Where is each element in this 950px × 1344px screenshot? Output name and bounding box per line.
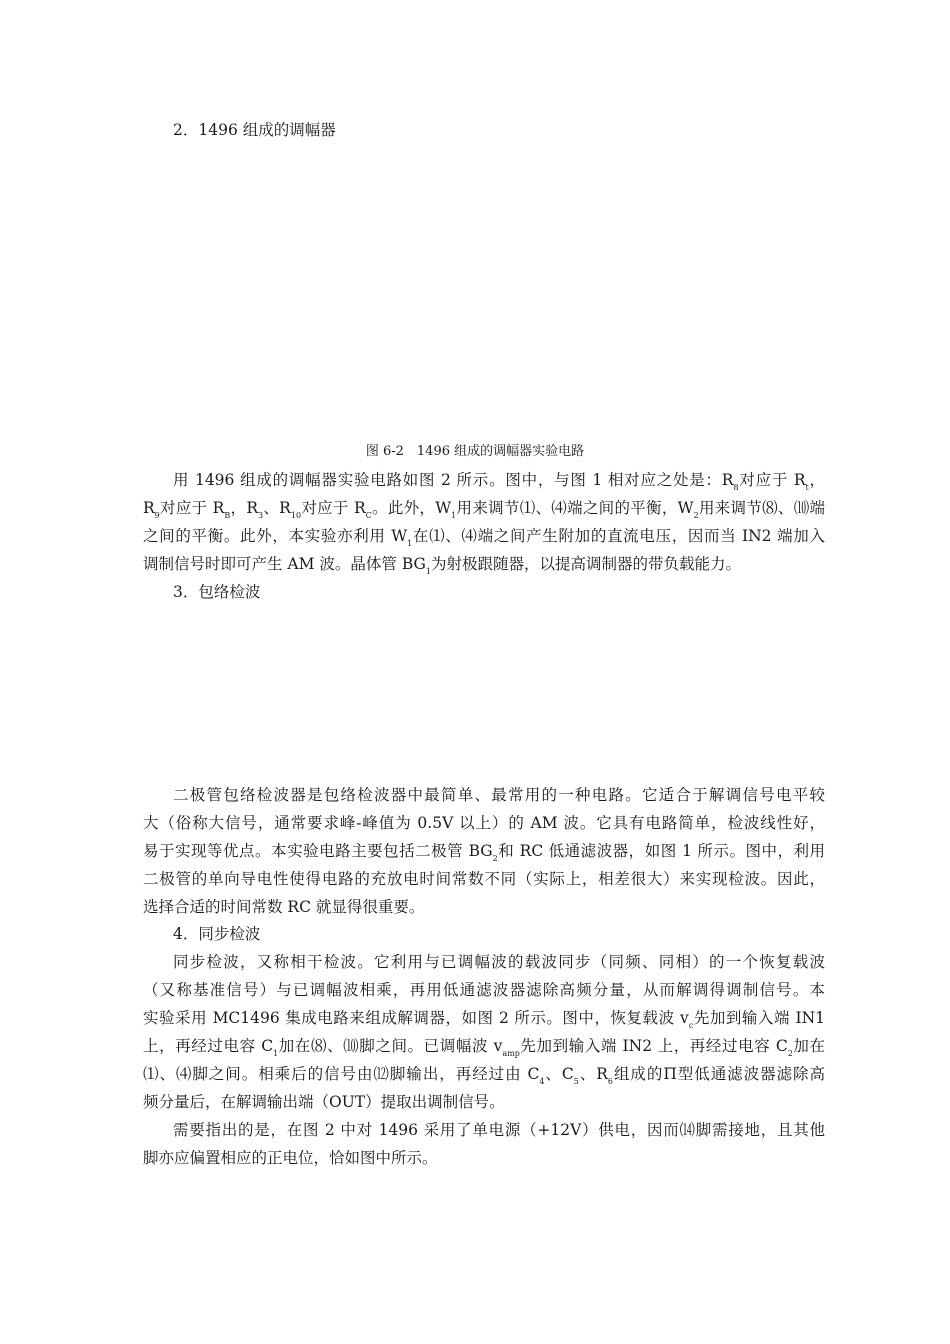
figure-envelope-detector-area: [143, 612, 825, 772]
section-heading-2: 2．1496 组成的调幅器: [173, 121, 336, 139]
figure-caption: 图 6-2 1496 组成的调幅器实验电路: [365, 444, 585, 459]
para2-line1: 二极管包络检波器是包络检波器中最简单、最常用的一种电路。它适合于解调信号电平较: [173, 786, 825, 804]
para2-line5: 选择合适的时间常数 RC 就显得很重要。: [143, 898, 425, 916]
para1-line4: 调制信号时即可产生 AM 波。晶体管 $BG_1$为射极跟随器，以提高调制器的带负载能力。: [143, 555, 742, 576]
para1-line1: 用 1496 组成的调幅器实验电路如图 2 所示。图中，与图 1 相对应之处是：$R_8$对应于 $R_t$，: [173, 471, 825, 492]
para4-line2: 脚亦应偏置相应的正电位，恰如图中所示。: [143, 1149, 438, 1167]
figure-6-2-circuit-area: [143, 150, 825, 435]
para2-line3: 易于实现等优点。本实验电路主要包括二极管 $BG_2$和 RC 低通滤波器，如图 1 所示。图中，利用: [143, 842, 825, 863]
para4-line1: 需要指出的是，在图 2 中对 1496 采用了单电源（+12V）供电，因而⒁脚需接地，且其他: [173, 1121, 825, 1139]
para1-line2: $R_9$对应于 $R_B$，$R_3$、$R_{10}$对应于 $R_C$。此外，$W_1$用来调节⑴、⑷端之间的平衡，$W_2$用来调节⑻、⑽端: [143, 499, 825, 520]
para3-line1: 同步检波，又称相干检波。它利用与已调幅波的载波同步（同频、同相）的一个恢复载波: [173, 953, 825, 971]
section-heading-4: 4．同步检波: [173, 925, 261, 943]
para3-line5: ⑴、⑷脚之间。相乘后的信号由⑿脚输出，再经过由 $C_4$、$C_5$、$R_6$组成的Π型低通滤波器滤除高: [143, 1065, 825, 1086]
para3-line3: 实验采用 MC1496 集成电路来组成解调器，如图 2 所示。图中，恢复载波 $v_c$先加到输入端 IN1: [143, 1009, 825, 1030]
para3-line6: 频分量后，在解调输出端（OUT）提取出调制信号。: [143, 1093, 505, 1111]
para1-line3: 之间的平衡。此外，本实验亦利用 $W_1$在⑴、⑷端之间产生附加的直流电压，因而当 IN2 端加入: [143, 527, 825, 548]
section-heading-3: 3．包络检波: [173, 583, 261, 601]
para2-line4: 二极管的单向导电性使得电路的充放电时间常数不同（实际上，相差很大）来实现检波。因此，: [143, 870, 825, 888]
para3-line2: （又称基准信号）与已调幅波相乘，再用低通滤波器滤除高频分量，从而解调得调制信号。本: [143, 981, 825, 999]
para3-line4: 上，再经过电容 $C_1$加在⑻、⑽脚之间。已调幅波 $v_{amp}$先加到输入端 IN2 上，再经过电容 $C_2$加在: [143, 1037, 825, 1058]
para2-line2: 大（俗称大信号，通常要求峰-峰值为 0.5V 以上）的 AM 波。它具有电路简单，检波线性好，: [143, 814, 825, 832]
